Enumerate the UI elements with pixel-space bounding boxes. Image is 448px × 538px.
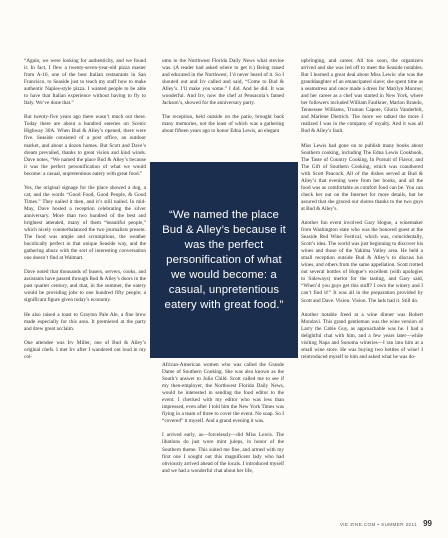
paragraph: “Again, we were looking for authenticity, and we found it. In fact, I flew a twenty-seven-year-old pizza master from A-16, one of the best Italian restaurants in San Francisco, to Seaside just to teach my staff how to make authentic Naples-style pizza. I wanted people to be able to have that Italian experience without having to fly to Italy. We’ve done that.” [24, 58, 146, 107]
paragraph: He also raised a toast to Grayton Pale Ale, a fine brew made especially for this area. It premiered at the party and drew great acclaim. [24, 311, 146, 332]
article-column-2-top [162, 58, 284, 135]
paragraph: upbringing, and career. All too soon, the organizers arrived and she was led off to meet the Seaside notables. But I learned a great deal about Miss Lewis: she was the granddaughter of an emancipated slave; she spent time as a seamstress and once made a dress for Marilyn Monroe; and her career as a chef was started in New York, where her followers included William Faulkner, Marlon Brando, Tennessee Williams, Truman Capote, Gloria Vanderbilt, and Marlene Dietrich. The more we talked the more I realized I was in the company of royalty. And it was all Bud & Alley’s fault. [301, 58, 423, 135]
paragraph: I arrived early, as—forcelessly—did Miss Lewis. The libations do just wore mint juleps, in honor of the Southern theme. This suited me fine, and armed with my first one I sought out this magnificent lady who had obviously arrived ahead of the locals. I introduced myself and we had a wonderful chat about her life, [162, 432, 284, 474]
paragraph: Another notable freed at a wine dinner was Robert Mondavi. This grand gentleman was the wine version of Larry the Cable Guy, as approachable was he. I had a delightful chat with him, and a few years later—while visiting Napa and Sonoma wineries—I ran into him at a small wine store. He was buying two bottles of wine! I reintroduced myself to him and asked what he was do- [301, 311, 423, 360]
paragraph: umn in the Northwest Florida Daily News what stevloe was. (A reader had asked where to get it.) Being raised and educated in the Northwest, I’d never heard of it. So I shouted out and Irv called and said, “Come to Bud & Alley’s. I’ll make you some.” I did. And he did. It was wonderful. And Irv, now the chef at Pensacola’s famed Jackson’s, showed for the anniversary party. [162, 58, 284, 107]
article-column-3 [301, 58, 423, 361]
paragraph: Miss Lewis had gone on to publish many books about Southern cooking, including The Edna Lewis Cookbook, The Taste of Country Cooking, In Pursuit of Flavor, and The Gift of Southern Cooking, which was coauthored with Scott Peacock. All of the dishes served at Bud & Alley’s that evening were from her books, and all the food was as comfortable as comfort food can be. You can check her out on the Internet for more details, but be assured that she graced our shores thanks to the two guys at Bud & Alley’s. [301, 142, 423, 212]
paragraph: Another fun event involved Gary Hogue, a winemaker from Washington state who was the honored guest at the Seaside Red Wine Festival, which was, coincidentally, Scott’s idea. The world was just beginning to discover his wines and those of the Yakima Valley area. He held a small reception outside Bud & Alley’s to discuss his wines, and others from the same appellation. Scott trotted out several bottles of Hogue’s excellent (with apologies to Sideways) merlot for the tasting, and Gary said, “When’d you guys get this stuff? I own the winery and I can’t find it!” It was all in the preparation provided by Scott and Dave. Vision. Vision. The lads had it. Still do. [301, 219, 423, 304]
article-column-2-bottom [162, 362, 284, 475]
page-footer [340, 519, 432, 528]
paragraph: The reception, held outside on the patio, brought back many memories, not the least of which was a gathering about fifteen years ago to honor Edna Lewis, an elegant [162, 114, 284, 135]
paragraph: Dave noted that thousands of busers, servers, cooks, and assistants have passed through Bud & Alley’s doors in the past quarter century, and that, in the summer, the eatery would be providing jobs to one hundred fifty people; a significant figure given today’s economy. [24, 269, 146, 304]
pull-quote-text: “We named the place Bud & Alley’s because it was the perfect personification of what we would become: a casual, unpretentious eatery with great food.” [162, 208, 286, 311]
paragraph: One attendee was Irv Miller, one of Bud & Alley’s original chefs. I met Irv after I wandered out loud in my col- [24, 339, 146, 360]
article-column-1 [24, 58, 146, 361]
page-number: 99 [423, 519, 432, 528]
paragraph: But twenty-five years ago there wasn’t much out there. Today there are about a hundred eateries on Scenic Highway 30A. When Bud & Alley’s opened, there were five. Seaside consisted of a post office, an outdoor market, and about a dozen homes. But Scott and Dave’s dream prevailed, thanks to great vision and kind winds. Dave notes, “We named the place Bud & Alley’s because it was the perfect personification of what we would become: a casual, unpretentious eatery with great food.” [24, 114, 146, 177]
pull-quote-box [150, 162, 298, 358]
paragraph: African-American women who was called the Grande Dame of Southern Cooking. She was also known as the South’s answer to Julia Child. Scott called me to see if my then-employer, the Northwest Florida Daily News, would be interested in sending the food editor to the event. I checked with my editor who was less than impressed, even after I told him the New York Times was flying in a team of three to cover the event. No soap. So I “covered” it myself. And a grand evening it was. [162, 362, 284, 425]
paragraph: Yes, the original signage for the place showed a dog, a cat, and the words “Good Food, Good People, & Good Times.” They nailed it then, and it’s still nailed. In mid-May, Dave hosted a reception celebrating the silver anniversary. More than two hundred of the best and brightest attended, many of them “beautiful people,” which nicely counterbalanced the two journalists present. The food was ample and scrumptious, the weather bucolically perfect in that unique Seaside way, and the gathering abuzz with the sort of interesting conversation one doesn’t find at Walmart. [24, 184, 146, 262]
footer-site: VIE ZINE.COM • SUMMER 2011 [339, 522, 418, 527]
